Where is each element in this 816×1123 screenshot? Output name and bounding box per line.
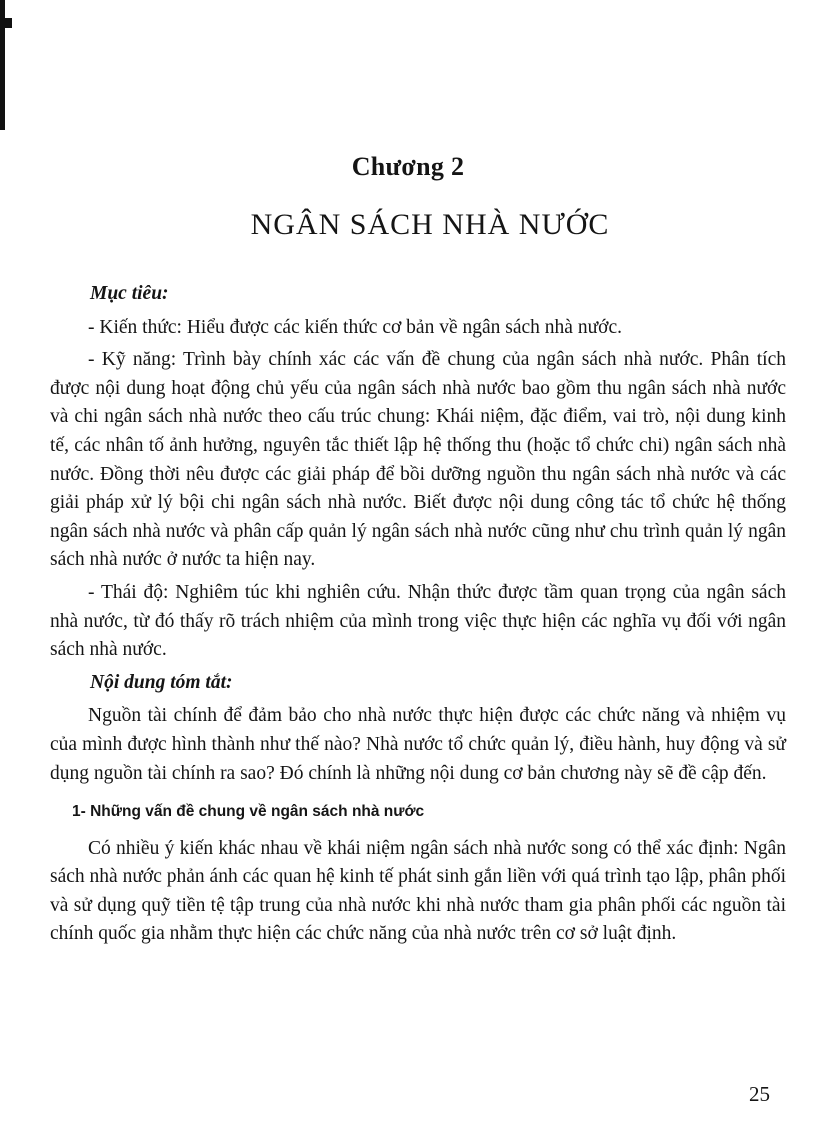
chapter-title: NGÂN SÁCH NHÀ NƯỚC <box>250 208 610 241</box>
objectives-heading: Mục tiêu: <box>90 283 169 304</box>
objective-knowledge: - Kiến thức: Hiểu được các kiến thức cơ bản về ngân sách nhà nước. <box>88 316 622 338</box>
objective-attitude: - Thái độ: Nghiêm túc khi nghiên cứu. Nhận thức được tầm quan trọng của ngân sách nhà nước, từ đó thấy rõ trách nhiệm của mình trong việc thực hiện các nghĩa vụ đối với ngân sách nhà nước. <box>50 581 786 661</box>
chapter-label: Chương 2 <box>351 152 465 181</box>
summary-paragraph: Nguồn tài chính để đảm bảo cho nhà nước thực hiện được các chức năng và nhiệm vụ của mình được hình thành như thế nào? Nhà nước tổ chức quản lý, điều hành, huy động và sử dụng nguồn tài chính ra sao? Đó chính là những nội dung cơ bản chương này sẽ đề cập đến. <box>50 705 786 784</box>
section-paragraph: Có nhiều ý kiến khác nhau về khái niệm ngân sách nhà nước song có thể xác định: Ngân sách nhà nước phản ánh các quan hệ kinh tế phát sinh gắn liền với quá trình tạo lập, phân phối và sử dụng quỹ tiền tệ tập trung của nhà nước khi nhà nước tham gia phân phối các nguồn tài chính quốc gia nhằm thực hiện các chức năng của nhà nước trên cơ sở luật định. <box>50 837 786 945</box>
objective-skills: - Kỹ năng: Trình bày chính xác các vấn đề chung của ngân sách nhà nước. Phân tích được nội dung hoạt động chủ yếu của ngân sách nhà nước bao gồm thu ngân sách nhà nước và chi ngân sách nhà nước theo cấu trúc chung: Khái niệm, đặc điểm, vai trò, nội dung kinh tế, các nhân tố ảnh hưởng, nguyên tắc thiết lập hệ thống thu (hoặc tổ chức chi) ngân sách nhà nước. Đồng thời nêu được các giải pháp để bồi dưỡng nguồn thu ngân sách nhà nước và các giải pháp xử lý bội chi ngân sách nhà nước. Biết được nội dung công tác tổ chức hệ thống ngân sách nhà nước và phân cấp quản lý ngân sách nhà nước cũng như chu trình quản lý ngân sách nhà nước ở nước ta hiện nay. <box>50 349 786 571</box>
page-number: 25 <box>749 1082 770 1106</box>
section-heading: 1- Những vấn đề chung về ngân sách nhà nước <box>72 803 425 821</box>
page-content <box>50 280 786 953</box>
scan-edge-mark <box>0 0 5 130</box>
summary-heading: Nội dung tóm tắt: <box>90 671 233 693</box>
